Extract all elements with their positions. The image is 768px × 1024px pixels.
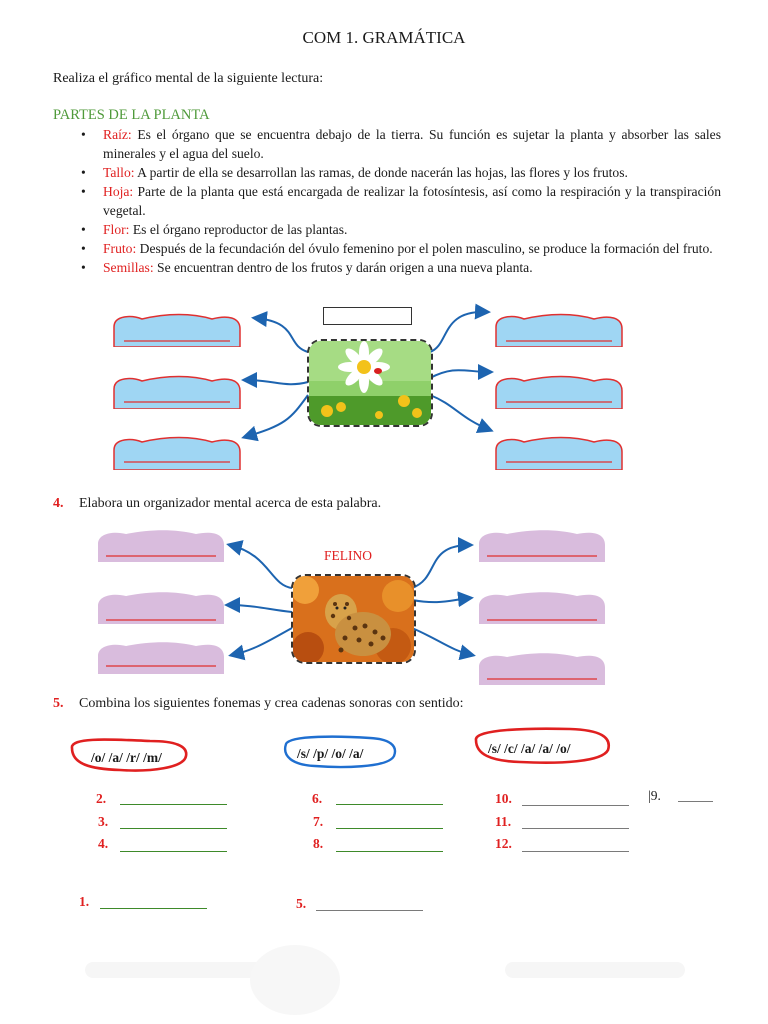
answer-number-10: 10. [495,791,512,806]
page-title: COM 1. GRAMÁTICA [302,28,466,47]
list-item: • Flor: Es el órgano reproductor de las plantas. [81,222,348,237]
list-item: • Tallo: A partir de ella se desarrollan las ramas, de donde nacerán las hojas, las flores y los frutos. [81,165,628,180]
answer-number-2: 2. [96,791,107,806]
answer-number-11: 11. [495,814,512,829]
faint-footer-mark [505,962,685,978]
phoneme-group-3: /s/ /c/ /a/ /a/ /o/ [488,741,571,756]
answer-line-1[interactable] [100,908,207,909]
answer-number-8: 8. [313,836,324,851]
answer-line-2[interactable] [120,804,227,805]
answer-number-7: 7. [313,814,324,829]
phoneme-group-1: /o/ /a/ /r/ /m/ [91,750,162,765]
intro-instruction: Realiza el gráfico mental de la siguiente lectura: [53,71,324,86]
answer-line-6[interactable] [336,804,443,805]
question-5: 5. Combina los siguientes fonemas y crea cadenas sonoras con sentido: [53,696,464,711]
list-item: • Hoja: Parte de la planta que está encargada de realizar la fotosíntesis, así como la respiración y la transpiración vegetal. [81,184,721,218]
answer-line-11[interactable] [522,828,629,829]
section-title: PARTES DE LA PLANTA [53,107,210,123]
list-item: • Fruto: Después de la fecundación del óvulo femenino por el polen masculino, se produce la formación del fruto. [81,241,713,256]
answer-number-5: 5. [296,896,307,911]
answer-line-10[interactable] [522,805,629,806]
list-item: • Raíz: Es el órgano que se encuentra debajo de la tierra. Su función es sujetar la planta y absorber las sales minerales y el agua del suelo. [81,127,721,161]
faint-footer-mark [85,962,265,978]
answer-number-1: 1. [79,894,90,909]
answer-number-6: 6. [312,791,323,806]
question-4: 4. Elabora un organizador mental acerca de esta palabra. [53,496,382,511]
answer-number-9: |9. [648,788,661,803]
felino-label: FELINO [324,548,372,563]
answer-line-8[interactable] [336,851,443,852]
answer-line-3[interactable] [120,828,227,829]
answer-line-4[interactable] [120,851,227,852]
answer-line-7[interactable] [336,828,443,829]
phoneme-group-2: /s/ /p/ /o/ /a/ [297,746,364,761]
answer-number-12: 12. [495,836,512,851]
answer-line-5[interactable] [316,910,423,911]
answer-number-4: 4. [98,836,109,851]
answer-line-12[interactable] [522,851,629,852]
answer-number-3: 3. [98,814,109,829]
faint-footer-mark [250,945,340,1015]
list-item: • Semillas: Se encuentran dentro de los frutos y darán origen a una nueva planta. [81,260,533,275]
answer-line-9[interactable] [678,801,713,802]
